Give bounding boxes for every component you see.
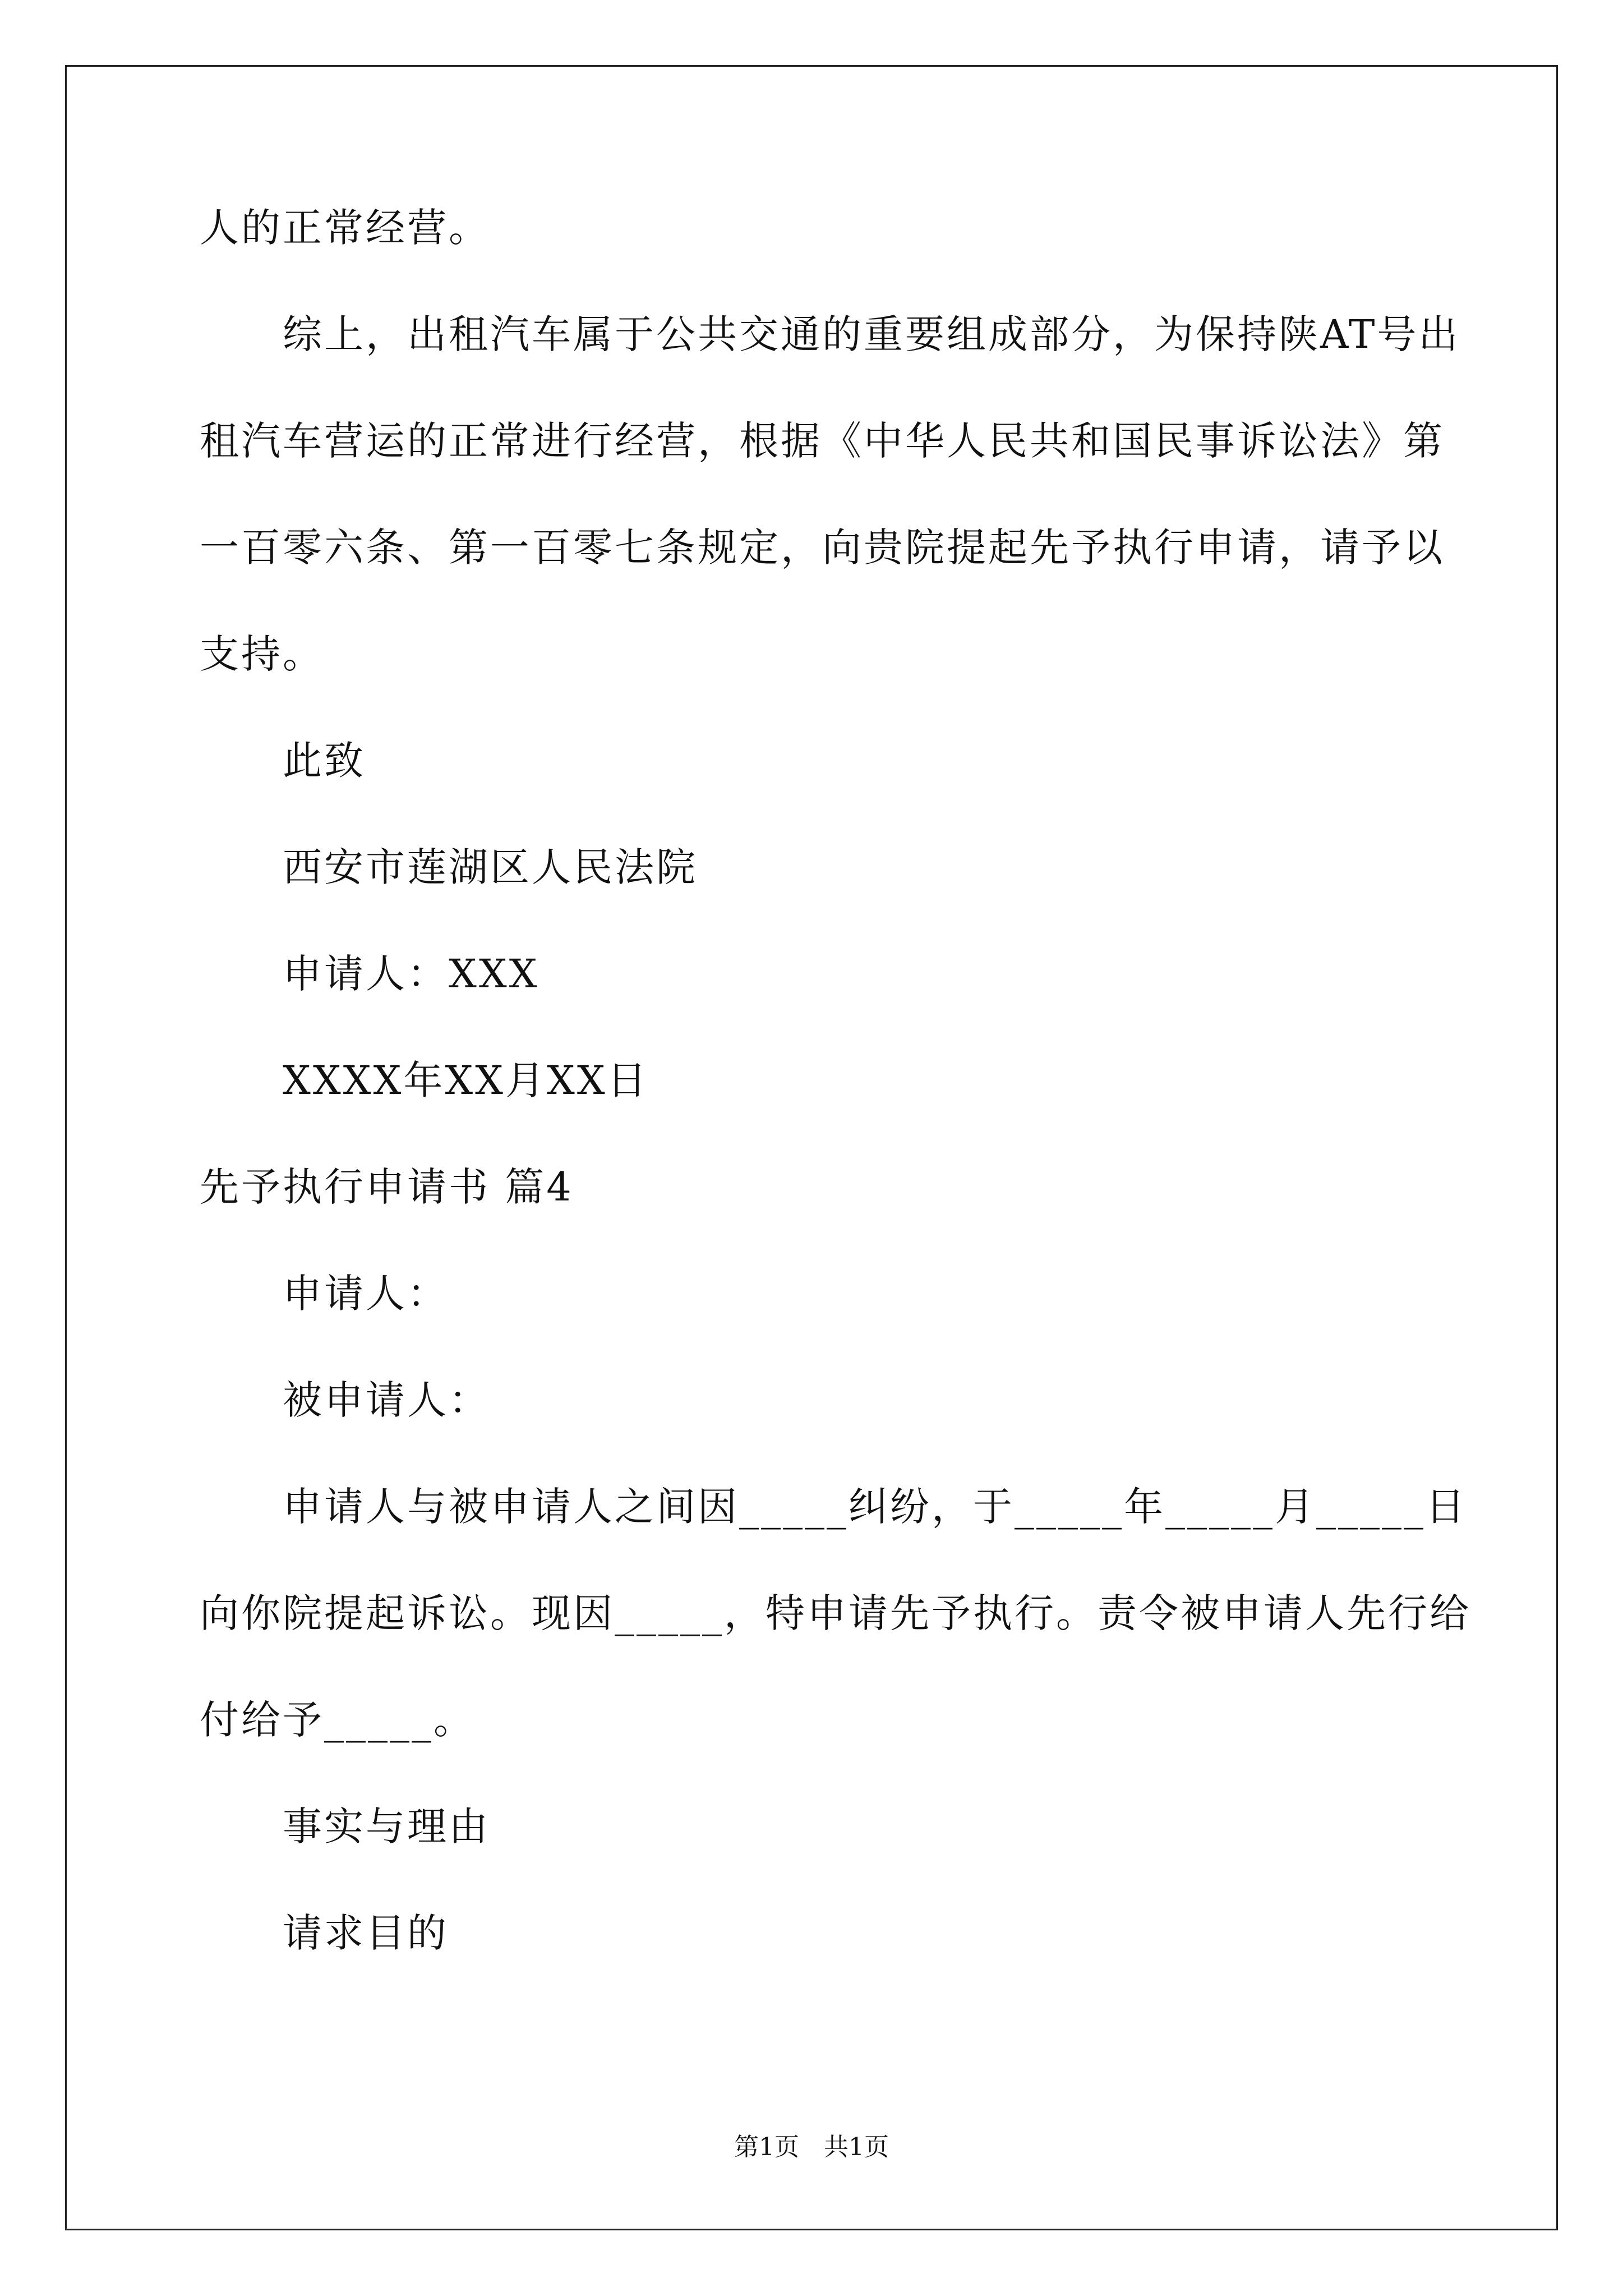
- applicant-field: 申请人：: [283, 1271, 449, 1317]
- addressee: 西安市莲湖区人民法院: [283, 844, 698, 890]
- paragraph-line-14: 向你院提起诉讼。现因_____，特申请先予执行。责令被申请人先行给: [200, 1590, 1471, 1636]
- paragraph-line-2: 综上，出租汽车属于公共交通的重要组成部分，为保持陕AT号出: [283, 311, 1460, 357]
- paragraph-line-5: 支持。: [200, 631, 324, 677]
- section-heading: 先予执行申请书 篇4: [200, 1164, 574, 1210]
- facts-heading: 事实与理由: [283, 1803, 490, 1849]
- signature-date: XXXX年XX月XX日: [283, 1057, 649, 1103]
- salutation: 此致: [283, 738, 366, 784]
- applicant-signature: 申请人：XXX: [283, 951, 540, 997]
- paragraph-line-1: 人的正常经营。: [200, 205, 490, 251]
- respondent-field: 被申请人：: [283, 1377, 490, 1423]
- purpose-heading: 请求目的: [283, 1910, 449, 1956]
- page-footer: 第1页 共1页: [734, 2133, 889, 2161]
- page-border: [65, 65, 1558, 2230]
- paragraph-line-13: 申请人与被申请人之间因_____纠纷，于_____年_____月_____日: [283, 1484, 1467, 1530]
- paragraph-line-15: 付给予_____。: [200, 1697, 475, 1743]
- paragraph-line-4: 一百零六条、第一百零七条规定，向贵院提起先予执行申请，请予以: [200, 524, 1445, 570]
- paragraph-line-3: 租汽车营运的正常进行经营，根据《中华人民共和国民事诉讼法》第: [200, 418, 1445, 464]
